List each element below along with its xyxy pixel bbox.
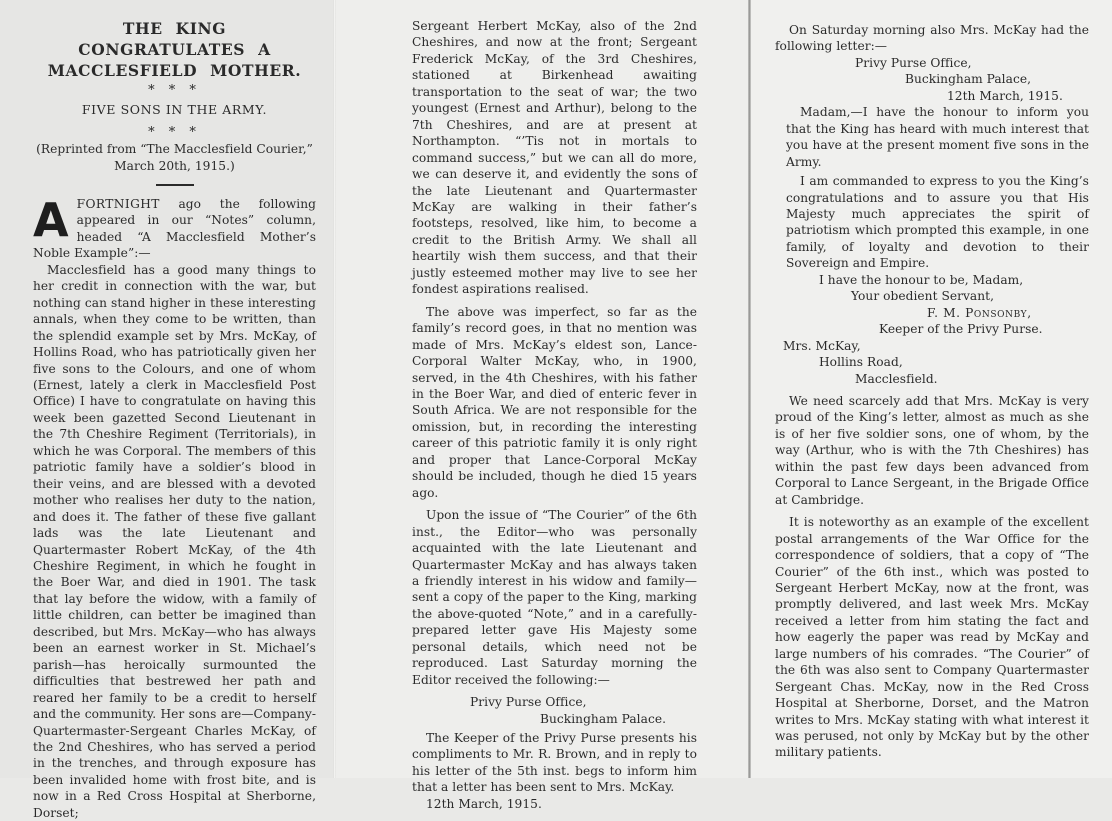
- article-paragraph-7: We need scarcely add that Mrs. McKay is very proud of the King’s letter, almost as much as she is of her five soldier sons, one of whom, by the way (Arthur, who is with the 7th Cheshires) has within the past few days been advanced from Corporal to Lance Sergeant, in the Brigade Office at Cambridge.: [775, 393, 1089, 507]
- letter-paragraph-2: I am commanded to express to you the King’s congratulations and to assure you that His Majesty much appreciates the spirit of patriotism which prompted this example, in one family, of loyalty and devotion to their Sovereign and Empire.: [786, 174, 1089, 271]
- page-fold-right: [748, 0, 751, 778]
- headline-line-1: THE KING CONGRATULATES A: [78, 19, 271, 59]
- drop-cap: A: [33, 193, 69, 247]
- column-3: [775, 22, 1089, 761]
- subheadline: FIVE SONS IN THE ARMY.: [81, 102, 268, 117]
- letter-paragraph-1: Madam,—I have the honour to inform you that the King has heard with much interest that you have at the present moment five sons in the Army.: [786, 105, 1089, 169]
- letter-address-1: Privy Purse Office,: [855, 55, 972, 70]
- letter-signatory-title: Keeper of the Privy Purse.: [879, 322, 1043, 337]
- column-1: [33, 16, 316, 821]
- headline: [33, 18, 316, 81]
- letter-address-2: Buckingham Palace.: [540, 711, 667, 726]
- article-paragraph-1: [33, 193, 316, 262]
- paragraph-text: ago the following appeared in our “Notes” column, headed “A Macclesfield Mother’s Noble Example”:—: [33, 197, 316, 261]
- first-word: FORTNIGHT: [76, 197, 160, 211]
- page-fold-left: [333, 0, 336, 778]
- asterism-2: * * *: [148, 125, 201, 140]
- letter-closing-1: I have the honour to be, Madam,: [819, 272, 1024, 287]
- reprint-line-2: March 20th, 1915.): [114, 158, 235, 173]
- asterism-1: * * *: [148, 83, 201, 98]
- divider-rule: [156, 184, 194, 186]
- article-paragraph-3: Sergeant Herbert McKay, also of the 2nd Cheshires, and now at the front; Sergeant Frederick McKay, of the 3rd Cheshires, stationed at Birkenhead awaiting transportation to the seat of war; the two youngest (Ernest and Arthur), belong to the 7th Cheshires, and are at present at Northampton. “’Tis not in mortals to command success,” but we can all do more, we can deserve it, and evidently the sons of the late Lieutenant and Quartermaster McKay are walking in their father’s footsteps, resolved, like him, to become a credit to the British Army. We shall all heartily wish them success, and that their justly esteemed mother may live to see her fondest aspirations realised.: [412, 19, 697, 297]
- letter-date: 12th March, 1915.: [947, 88, 1063, 103]
- headline-line-2: MACCLESFIELD MOTHER.: [47, 61, 302, 80]
- article-paragraph-8: It is noteworthy as an example of the excellent postal arrangements of the War Office for the correspondence of soldiers, that a copy of “The Courier” of the 6th inst., which was posted to Sergeant Herbert McKay, now at the front, was promptly delivered, and last week Mrs. McKay received a letter from him stating the fact and how eagerly the paper was read by McKay and large numbers of his comrades. “The Courier” of the 6th was also sent to Company Quartermaster Sergeant Chas. McKay, now in the Red Cross Hospital at Sherborne, Dorset, and the Matron writes to Mrs. McKay stating with what interest it was perused, not only by McKay but by the other military patients.: [775, 515, 1089, 760]
- note-date: 12th March, 1915.: [426, 796, 542, 811]
- recipient-name: Mrs. McKay,: [783, 338, 861, 353]
- letter-signature: F. M. Ponsonby,: [927, 305, 1032, 320]
- article-paragraph-6: On Saturday morning also Mrs. McKay had the following letter:—: [775, 23, 1089, 54]
- letter-address-1: Privy Purse Office,: [470, 695, 587, 710]
- column-2: [412, 18, 697, 812]
- reprint-line-1: (Reprinted from “The Macclesfield Courier,”: [36, 142, 313, 156]
- article-paragraph-2: Macclesfield has a good many things to her credit in connection with the war, but nothing can stand higher in these interesting annals, when they come to be written, than the splendid example set by Mrs. McKay, of Hollins Road, who has patriotically given her five sons to the Colours, and one of whom (Ernest, lately a clerk in Macclesfield Post Office) I have to congratulate on having this week been gazetted Second Lieutenant in the 7th Cheshire Regiment (Territorials), in which he was Corporal. The members of this patriotic family have a soldier’s blood in their veins, and are blessed with a devoted mother who realises her duty to the nation, and does it. The father of these five gallant lads was the late Lieutenant and Quartermaster Robert McKay, of the 4th Cheshire Regiment, in which he fought in the Boer War, and died in 1901. The task that lay before the widow, with a family of little children, can better be imagined than described, but Mrs. McKay—who has always been an earnest worker in St. Michael’s parish—has heroically surmounted the difficulties that bestrewed her path and reared her family to be a credit to herself and the community. Her sons are—Company-Quartermaster-Sergeant Charles McKay, of the 2nd Cheshires, who has served a period in the trenches, and through exposure has been invalided home with frost bite, and is now in a Red Cross Hospital at Sherborne, Dorset;: [33, 262, 316, 820]
- privy-purse-note: The Keeper of the Privy Purse presents his compliments to Mr. R. Brown, and in reply to his letter of the 5th inst. begs to inform him that a letter has been sent to Mrs. McKay.: [412, 731, 697, 795]
- letter-address-2: Buckingham Palace,: [905, 72, 1032, 87]
- recipient-town: Macclesfield.: [855, 371, 938, 386]
- recipient-street: Hollins Road,: [819, 355, 903, 370]
- article-paragraph-5: Upon the issue of “The Courier” of the 6th inst., the Editor—who was personally acquainted with the late Lieutenant and Quartermaster McKay and has always taken a friendly interest in his widow and family—sent a copy of the paper to the King, marking the above-quoted “Note,” and in a carefully-prepared letter gave His Majesty some personal details, which need not be reproduced. Last Saturday morning the Editor received the following:—: [412, 508, 697, 687]
- letter-closing-2: Your obedient Servant,: [851, 289, 995, 304]
- article-paragraph-4: The above was imperfect, so far as the family’s record goes, in that no mention was made of Mrs. McKay’s eldest son, Lance-Corporal Walter McKay, who, in 1900, served, in the 4th Cheshires, with his father in the Boer War, and died of enteric fever in South Africa. We are not responsible for the omission, but, in recording the interesting career of this patriotic family it is only right and proper that Lance-Corporal McKay should be included, though he died 15 years ago.: [412, 304, 697, 500]
